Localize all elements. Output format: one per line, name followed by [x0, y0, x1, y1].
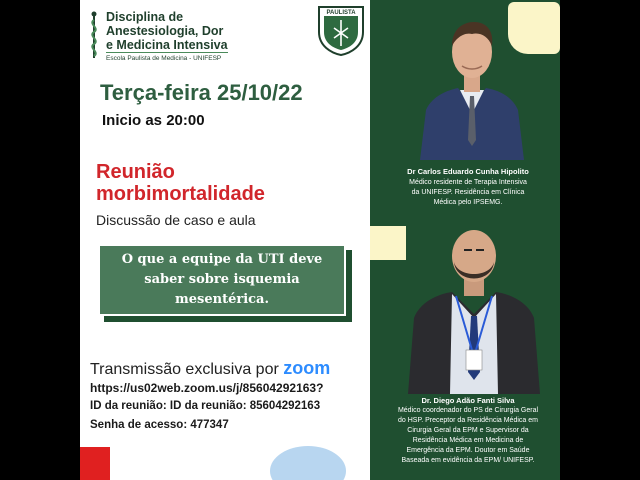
- speaker-2-description: Médico coordenador do PS de Cirurgia Geral do HSP. Preceptor da Residência Médica em Cirurgia Geral da EPM e Supervisor da Residência Médica em Medicina de Emergência da EPM. Doutor em Saúde Baseada em evidência da EPM/ UNIFESP.: [397, 407, 539, 464]
- topic-text: O que a equipe da UTI deve saber sobre isquemia mesentérica.: [121, 252, 323, 307]
- zoom-logo-icon: zoom: [283, 358, 331, 378]
- meeting-id: ID da reunião: ID da reunião: 85604292163: [90, 400, 321, 412]
- topic-box: [98, 244, 346, 316]
- event-poster: [80, 0, 560, 480]
- logo-divider: [106, 52, 228, 53]
- zoom-link[interactable]: https://us02web.zoom.us/j/85604292163?: [90, 381, 324, 395]
- decorative-red-square: [80, 447, 110, 480]
- meeting-title: Reunião morbimortalidade: [96, 161, 265, 205]
- decorative-yellow-square: [370, 226, 406, 260]
- university-seal-icon: [316, 4, 366, 56]
- meeting-subtitle: Discussão de caso e aula: [96, 212, 256, 228]
- caduceus-icon: [86, 10, 102, 60]
- event-date: Terça-feira 25/10/22: [100, 80, 303, 105]
- discipline-title: Disciplina de Anestesiologia, Dor e Medicina Intensiva: [106, 10, 228, 52]
- transmission-line: [90, 358, 330, 379]
- event-time: Inicio as 20:00: [102, 112, 205, 129]
- svg-text:PAULISTA: PAULISTA: [326, 10, 356, 16]
- decorative-blue-shape: [270, 446, 346, 480]
- speaker-2-name: Dr. Diego Adão Fanti Silva: [421, 396, 515, 405]
- speaker-1-photo: [420, 10, 524, 160]
- speaker-1-name: Dr Carlos Eduardo Cunha Hipolito: [407, 167, 529, 176]
- meeting-password: Senha de acesso: 477347: [90, 419, 229, 431]
- school-name: Escola Paulista de Medicina - UNIFESP: [106, 55, 222, 62]
- speaker-1-description: Médico residente de Terapia Intensiva da UNIFESP. Residência em Clínica Médica pelo IPSEMG.: [409, 179, 527, 206]
- transmission-label: Transmissão exclusiva por: [90, 361, 279, 378]
- discipline-logo: [84, 6, 234, 64]
- speaker-2-photo: [406, 222, 542, 394]
